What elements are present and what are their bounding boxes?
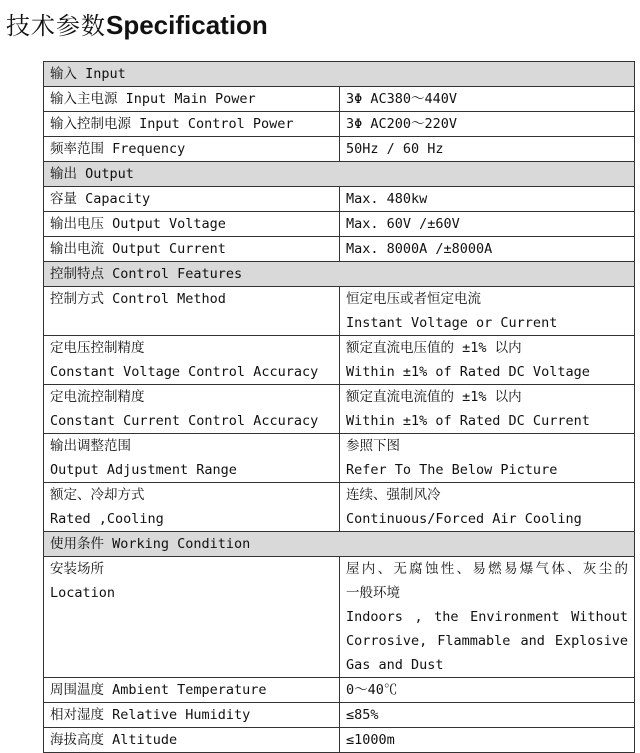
- value-text: Max. 480kw: [346, 191, 428, 207]
- table-row: [44, 137, 635, 162]
- param-text: 输出电流 Output Current: [50, 241, 226, 257]
- value-cell: [340, 557, 635, 678]
- param-cell: [44, 336, 340, 385]
- param-cell: [44, 728, 340, 753]
- section-header-output: 输出 Output: [44, 162, 635, 187]
- section-header-row: [44, 62, 635, 87]
- param-text: 周围温度 Ambient Temperature: [50, 682, 267, 698]
- value-text: Gas and Dust: [346, 657, 444, 673]
- param-text: 容量 Capacity: [50, 191, 151, 207]
- param-cell: [44, 187, 340, 212]
- table-row: [44, 112, 635, 137]
- value-cell: [340, 87, 635, 112]
- value-cell: [340, 434, 635, 483]
- param-cell: [44, 703, 340, 728]
- value-text: 3Φ AC200～220V: [346, 116, 458, 132]
- value-cell: [340, 703, 635, 728]
- param-cell: [44, 557, 340, 678]
- value-cell: [340, 212, 635, 237]
- param-cell: [44, 87, 340, 112]
- param-text: Output Adjustment Range: [50, 462, 237, 478]
- param-text: 海拔高度 Altitude: [50, 732, 178, 748]
- section-header-working: 使用条件 Working Condition: [44, 532, 635, 557]
- param-text: 输入主电源 Input Main Power: [50, 91, 256, 107]
- value-text: Continuous/Forced Air Cooling: [346, 511, 582, 527]
- param-text: 定电流控制精度: [50, 389, 145, 405]
- param-cell: [44, 385, 340, 434]
- table-row: [44, 728, 635, 753]
- param-cell: [44, 678, 340, 703]
- table-row: [44, 385, 635, 434]
- value-text: 额定直流电流值的 ±1% 以内: [346, 389, 522, 405]
- table-row: [44, 336, 635, 385]
- value-cell: [340, 287, 635, 336]
- param-text: 控制方式 Control Method: [50, 291, 226, 307]
- param-text: Constant Current Control Accuracy: [50, 413, 319, 429]
- param-text: 相对湿度 Relative Humidity: [50, 707, 251, 723]
- param-text: 频率范围 Frequency: [50, 141, 186, 157]
- param-text: Constant Voltage Control Accuracy: [50, 364, 319, 380]
- value-cell: [340, 187, 635, 212]
- table-row: [44, 703, 635, 728]
- table-row: [44, 87, 635, 112]
- param-cell: [44, 237, 340, 262]
- value-text: Max. 8000A /±8000A: [346, 241, 493, 257]
- section-header-row: [44, 532, 635, 557]
- table-row: [44, 237, 635, 262]
- param-text: 输出电压 Output Voltage: [50, 216, 226, 232]
- value-text: Within ±1% of Rated DC Voltage: [346, 364, 590, 380]
- table-row: [44, 557, 635, 678]
- param-cell: [44, 287, 340, 336]
- value-cell: [340, 137, 635, 162]
- value-text: 50Hz / 60 Hz: [346, 141, 444, 157]
- table-row: [44, 678, 635, 703]
- value-cell: [340, 237, 635, 262]
- param-cell: [44, 212, 340, 237]
- param-text: 输出调整范围: [50, 438, 131, 454]
- param-cell: [44, 112, 340, 137]
- value-text: 连续、强制风冷: [346, 487, 441, 503]
- spec-table: [43, 61, 635, 753]
- value-text: Corrosive, Flammable and Explosive: [346, 633, 628, 649]
- page-title-en: Specification: [106, 10, 268, 40]
- param-cell: [44, 483, 340, 532]
- param-text: Rated ,Cooling: [50, 511, 164, 527]
- table-row: [44, 434, 635, 483]
- value-text: Indoors , the Environment Without: [346, 609, 628, 625]
- value-cell: [340, 678, 635, 703]
- value-cell: [340, 336, 635, 385]
- param-text: 输入控制电源 Input Control Power: [50, 116, 294, 132]
- value-text: Instant Voltage or Current: [346, 315, 558, 331]
- value-text: ≤1000m: [346, 732, 395, 748]
- param-text: 安装场所: [50, 561, 104, 577]
- value-cell: [340, 728, 635, 753]
- value-cell: [340, 483, 635, 532]
- page-title: [6, 6, 268, 41]
- value-text: 屋内、无腐蚀性、易燃易爆气体、灰尘的: [346, 561, 628, 577]
- page-title-cn: 技术参数: [6, 12, 106, 40]
- value-text: ≤85%: [346, 707, 379, 723]
- value-cell: [340, 112, 635, 137]
- table-row: [44, 287, 635, 336]
- param-text: 额定、冷却方式: [50, 487, 145, 503]
- value-text: 0～40℃: [346, 682, 398, 698]
- param-text: 定电压控制精度: [50, 340, 145, 356]
- value-text: Within ±1% of Rated DC Current: [346, 413, 590, 429]
- section-header-row: [44, 162, 635, 187]
- value-text: 额定直流电压值的 ±1% 以内: [346, 340, 522, 356]
- value-cell: [340, 385, 635, 434]
- section-header-row: [44, 262, 635, 287]
- table-row: [44, 483, 635, 532]
- table-row: [44, 187, 635, 212]
- value-text: 恒定电压或者恒定电流: [346, 291, 481, 307]
- value-text: 参照下图: [346, 438, 400, 454]
- section-header-input: 输入 Input: [44, 62, 635, 87]
- param-cell: [44, 434, 340, 483]
- param-text: Location: [50, 585, 116, 601]
- value-text: Max. 60V /±60V: [346, 216, 460, 232]
- section-header-control: 控制特点 Control Features: [44, 262, 635, 287]
- value-text: Refer To The Below Picture: [346, 462, 558, 478]
- table-row: [44, 212, 635, 237]
- param-cell: [44, 137, 340, 162]
- value-text: 3Φ AC380～440V: [346, 91, 458, 107]
- value-text: 一般环境: [346, 585, 400, 601]
